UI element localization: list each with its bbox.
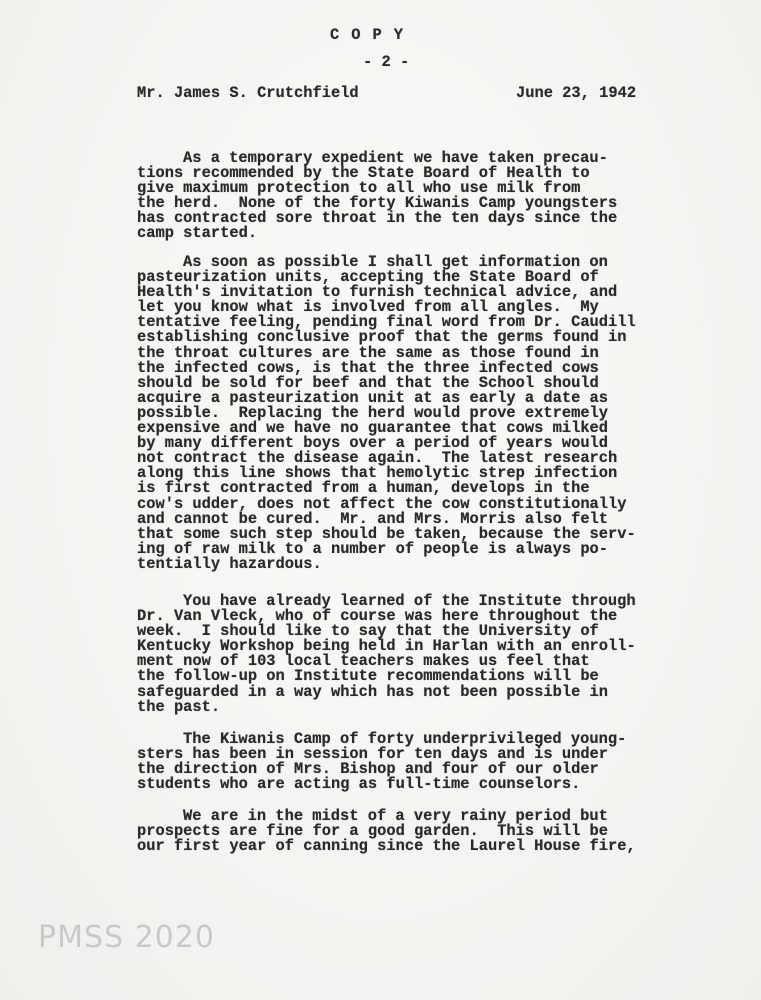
text-line: should be sold for beef and that the School should [137, 373, 599, 392]
letter-date: June 23, 1942 [516, 84, 637, 102]
paragraph-kiwanis-camp [137, 732, 626, 792]
text-line: let you know what is involved from all angles. My [137, 298, 599, 317]
text-line: has contracted sore throat in the ten days since the [137, 209, 618, 228]
text-line: week. I should like to say that the University of [137, 622, 599, 641]
text-line: sters has been in session for ten days and is under [137, 745, 609, 764]
text-line: As a temporary expedient we have taken precau- [183, 149, 608, 167]
watermark: PMSS 2020 [38, 920, 215, 955]
text-line: acquire a pasteurization unit at as early a date as [137, 388, 609, 407]
text-line: As soon as possible I shall get information on [183, 253, 608, 271]
text-line: ment now of 103 local teachers makes us feel that [137, 652, 590, 671]
text-line: cow's udder, does not affect the cow constitutionally [137, 494, 627, 513]
text-line: tentially hazardous. [137, 554, 322, 573]
text-line: safeguarded in a way which has not been possible in [137, 682, 609, 701]
text-line: students who are acting as full-time counselors. [137, 775, 581, 794]
text-line: Kentucky Workshop being held in Harlan with an enroll- [137, 637, 636, 656]
text-line: Health's invitation to furnish technical advice, and [137, 283, 618, 302]
text-line: The Kiwanis Camp of forty underprivileged young- [183, 730, 627, 748]
text-line: pasteurization units, accepting the State Board of [137, 268, 599, 287]
text-line: not contract the disease again. The latest research [137, 449, 618, 468]
text-line: expensive and we have no guarantee that cows milked [137, 419, 609, 438]
addressee: Mr. James S. Crutchfield [137, 84, 359, 102]
paragraph-institute [137, 594, 636, 715]
text-line: give maximum protection to all who use milk from [137, 179, 581, 198]
text-line: establishing conclusive proof that the germs found in [137, 328, 627, 347]
text-line: and cannot be cured. Mr. and Mrs. Morris also felt [137, 509, 609, 528]
text-line: We are in the midst of a very rainy period but [183, 807, 608, 825]
text-line: is first contracted from a human, develops in the [137, 479, 590, 498]
copy-label: COPY [330, 26, 415, 44]
text-line: tions recommended by the State Board of Health to [137, 164, 590, 183]
text-line: the throat cultures are the same as those found in [137, 343, 599, 362]
text-line: prospects are fine for a good garden. This will be [137, 822, 609, 841]
text-line: that some such step should be taken, because the serv- [137, 524, 636, 543]
page-number: - 2 - [363, 53, 410, 71]
paragraph-garden [137, 809, 636, 854]
text-line: tentative feeling, pending final word from Dr. Caudill [137, 313, 636, 332]
text-line: the follow-up on Institute recommendations will be [137, 667, 599, 686]
text-line: the past. [137, 697, 221, 716]
text-line: the direction of Mrs. Bishop and four of our older [137, 760, 599, 779]
text-line: possible. Replacing the herd would prove extremely [137, 403, 609, 422]
text-line: by many different boys over a period of years would [137, 434, 609, 453]
text-line: You have already learned of the Institute through [183, 592, 636, 610]
text-line: ing of raw milk to a number of people is always po- [137, 539, 609, 558]
text-line: the infected cows, is that the three infected cows [137, 358, 599, 377]
text-line: along this line shows that hemolytic strep infection [137, 464, 618, 483]
text-line: camp started. [137, 224, 258, 243]
paragraph-pasteurization [137, 255, 636, 572]
text-line: our first year of canning since the Laurel House fire, [137, 837, 636, 856]
text-line: Dr. Van Vleck, who of course was here throughout the [137, 607, 618, 626]
text-line: the herd. None of the forty Kiwanis Camp youngsters [137, 194, 618, 213]
paragraph-precautions [137, 151, 617, 242]
